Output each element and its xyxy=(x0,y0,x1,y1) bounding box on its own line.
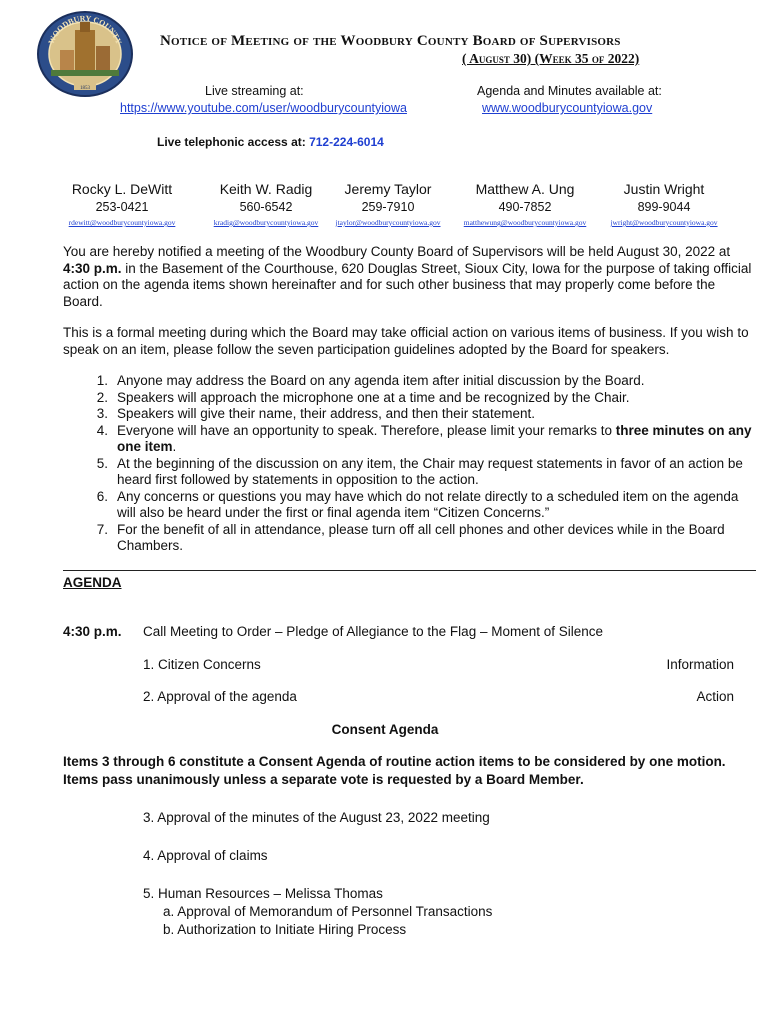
telephonic-label: Live telephonic access at xyxy=(157,135,302,149)
list-item xyxy=(63,390,753,407)
supervisor-card xyxy=(455,181,595,227)
list-item xyxy=(63,522,753,555)
supervisor-name: Rocky L. DeWitt xyxy=(71,181,173,197)
agenda-subitem: a. Approval of Memorandum of Personnel Transactions xyxy=(163,904,493,919)
notice-paragraph xyxy=(63,244,753,310)
list-text: Speakers will approach the microphone one at a time and be recognized by the Chair. xyxy=(117,389,630,405)
supervisor-name: Matthew A. Ung xyxy=(475,181,575,197)
list-text: At the beginning of the discussion on any item, the Chair may request statements in favor of an action be heard first followed by statements in opposition to the action. xyxy=(117,455,743,487)
supervisor-card xyxy=(594,181,734,227)
page-subtitle: ( August 30) (Week 35 of 2022) xyxy=(462,51,640,66)
agenda-minutes-link[interactable]: www.woodburycountyiowa.gov xyxy=(482,101,653,115)
agenda-subitem: b. Authorization to Initiate Hiring Process xyxy=(163,922,407,937)
list-item xyxy=(63,423,753,456)
supervisor-phone: 490-7852 xyxy=(498,200,552,214)
time-limit: three minutes on any one item xyxy=(117,422,752,454)
agenda-item: 3. Approval of the minutes of the August 23, 2022 meeting xyxy=(143,810,490,825)
consent-agenda-note: Items 3 through 6 constitute a Consent Agenda of routine action items to be considered by one motion. Items pass unanimously unless a separate vote is requested by a Board Member. xyxy=(63,754,726,787)
meeting-time: 4:30 p.m. xyxy=(63,260,122,276)
list-text: Speakers will give their name, their address, and then their statement. xyxy=(117,406,535,421)
list-text: Anyone may address the Board on any agenda item after initial discussion by the Board. xyxy=(117,373,645,388)
notice-text: You are hereby notified a meeting of the Woodbury County Board of Supervisors will be held August 30, 2022 at xyxy=(63,244,731,259)
list-text: For the benefit of all in attendance, please turn off all cell phones and other devices while in the Board Chambers. xyxy=(117,521,725,553)
supervisor-card xyxy=(196,181,336,227)
notice-text: in the Basement of the Courthouse, 620 Douglas Street, Sioux City, Iowa for the purpose of taking official action on the agenda items shown hereinafter and for such other business that may properly come before the Board. xyxy=(63,260,752,309)
supervisor-email[interactable]: kradig@woodburycountyiowa.gov xyxy=(213,218,319,227)
telephonic-access: Live telephonic access at: 712-224-6014 xyxy=(157,135,384,149)
agenda-time: 4:30 p.m. xyxy=(63,624,122,639)
supervisor-phone: 259-7910 xyxy=(361,200,415,214)
consent-agenda-title: Consent Agenda xyxy=(331,722,439,737)
agenda-minutes-label: Agenda and Minutes available at: xyxy=(477,84,662,98)
supervisor-name: Jeremy Taylor xyxy=(344,181,432,197)
list-item xyxy=(63,406,753,423)
list-number: 4. xyxy=(96,422,108,438)
page-title: Notice of Meeting of the Woodbury County Board of Supervisors xyxy=(160,33,621,49)
list-number: 2. xyxy=(96,389,108,405)
formal-meeting-paragraph: This is a formal meeting during which the Board may take official action on various items of business. If you wish to speak on an item, please follow the seven participation guidelines adopted by the Board for speakers. xyxy=(63,325,749,357)
supervisor-name: Keith W. Radig xyxy=(219,181,313,197)
list-text: Any concerns or questions you may have which do not relate directly to a scheduled item on the agenda will also be heard under the first or final agenda item “Citizen Concerns.” xyxy=(117,488,739,520)
list-number: 7. xyxy=(96,521,108,537)
seal-text: WOODBURY COUNTY xyxy=(46,13,124,46)
agenda-item-type: Action xyxy=(696,689,734,704)
list-item xyxy=(63,489,753,522)
supervisor-phone: 899-9044 xyxy=(637,200,691,214)
agenda-item-type: Information xyxy=(666,657,734,672)
list-number: 1. xyxy=(96,373,108,388)
section-divider xyxy=(63,570,756,571)
list-text: Everyone will have an opportunity to speak. Therefore, please limit your remarks to three minutes on any one item. xyxy=(117,422,752,454)
supervisor-phone: 253-0421 xyxy=(95,200,149,214)
streaming-link[interactable]: https://www.youtube.com/user/woodburycountyiowa xyxy=(120,101,407,115)
agenda-item: 4. Approval of claims xyxy=(143,848,268,863)
list-item xyxy=(63,373,753,390)
supervisor-phone: 560-6542 xyxy=(239,200,293,214)
agenda-item: 1. Citizen Concerns xyxy=(143,657,261,672)
supervisor-card xyxy=(52,181,192,227)
call-to-order: Call Meeting to Order – Pledge of Allegiance to the Flag – Moment of Silence xyxy=(143,624,604,639)
list-item xyxy=(63,456,753,489)
seal-year: 1853 xyxy=(80,86,90,91)
supervisor-email[interactable]: rdewitt@woodburycountyiowa.gov xyxy=(68,218,176,227)
list-number: 6. xyxy=(96,488,108,504)
supervisor-card xyxy=(318,181,458,227)
speaker-guidelines xyxy=(63,373,753,555)
supervisor-email[interactable]: matthewung@woodburycountyiowa.gov xyxy=(463,218,587,227)
list-number: 5. xyxy=(96,455,108,471)
agenda-item: 2. Approval of the agenda xyxy=(143,689,297,704)
county-seal xyxy=(36,10,134,98)
agenda-item: 5. Human Resources – Melissa Thomas xyxy=(143,886,383,901)
list-number: 3. xyxy=(96,406,108,421)
supervisor-email[interactable]: jwright@woodburycountyiowa.gov xyxy=(610,218,718,227)
supervisor-email[interactable]: jtaylor@woodburycountyiowa.gov xyxy=(335,218,441,227)
supervisor-name: Justin Wright xyxy=(623,181,705,197)
telephonic-number[interactable]: 712-224-6014 xyxy=(309,135,384,149)
streaming-label: Live streaming at: xyxy=(205,84,304,98)
agenda-heading: AGENDA xyxy=(63,575,122,590)
